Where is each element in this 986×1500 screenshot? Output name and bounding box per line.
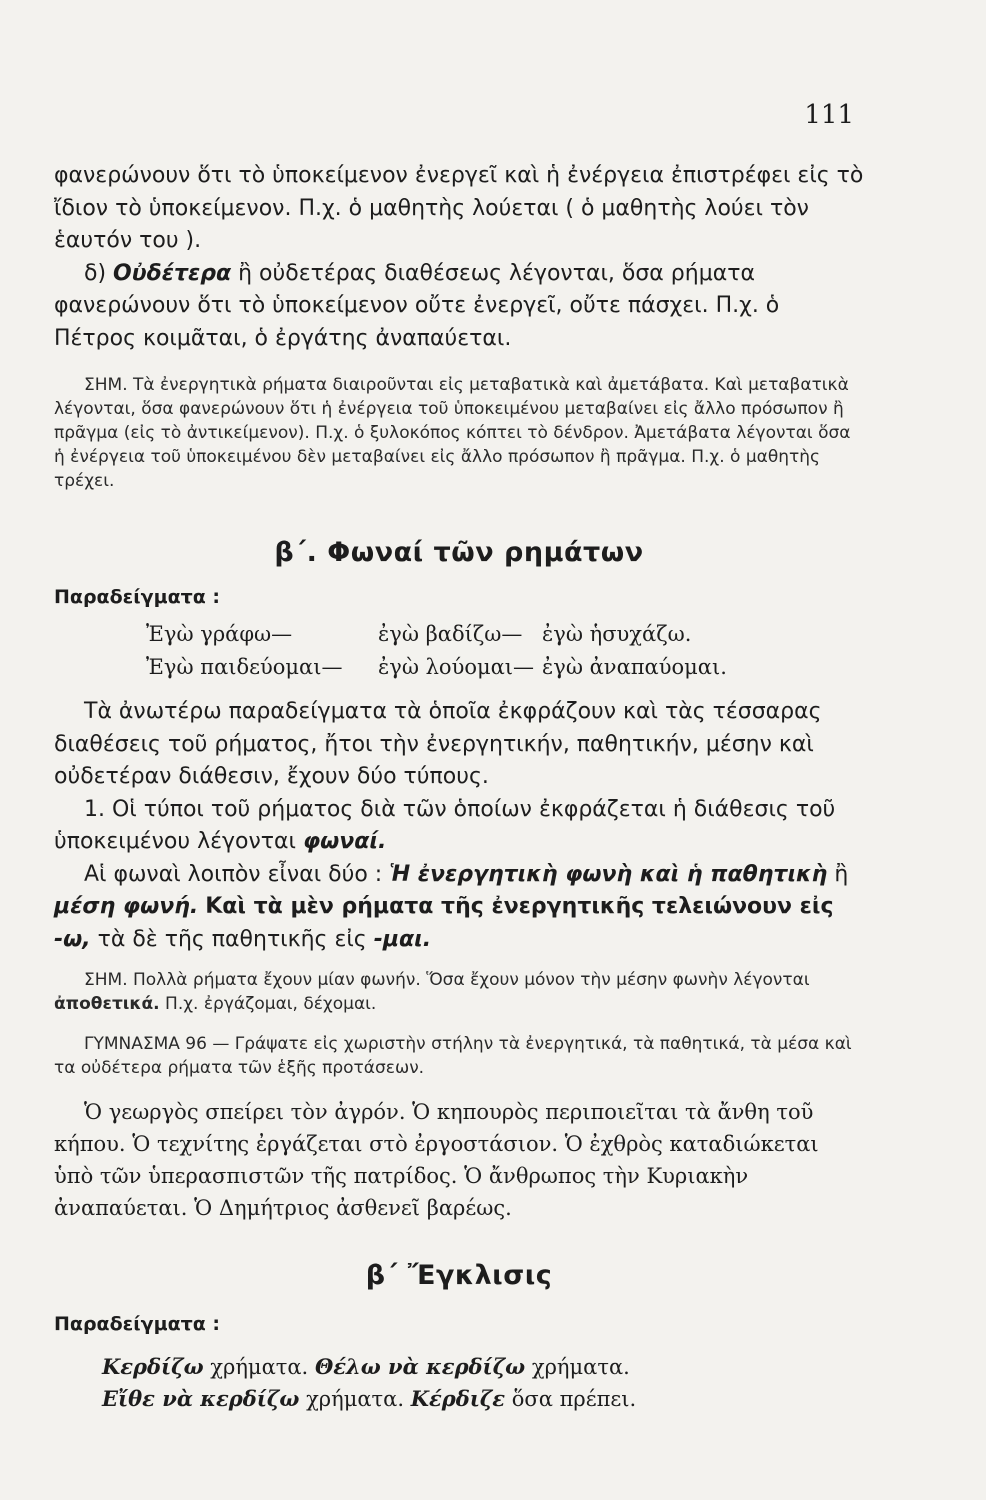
example-cell: ἐγὼ ἀναπαύομαι. (542, 655, 727, 679)
example-row (54, 651, 864, 684)
example-fragment: χρήματα. (531, 1355, 630, 1379)
example-fragment: χρήματα. (306, 1387, 405, 1411)
page-body (54, 160, 864, 1415)
note-1: ΣΗΜ. Τὰ ἐνεργητικὰ ρήματα διαιροῦνται εἰς μεταβατικὰ καὶ ἀμετάβατα. Καὶ μεταβατικὰ λέγονται, ὅσα φανερώνουν ὅτι ἡ ἐνέργεια τοῦ ὑποκειμένου μεταβαίνει εἰς ἄλλο πρόσωπον ἢ πρᾶγμα (εἰς τὸ ἀντικείμενον). Π.χ. ὁ ξυλοκόπος κόπτει τὸ δένδρον. Ἀμετάβατα λέγονται ὅσα ἡ ἐνέργεια τοῦ ὑποκειμένου δὲν μεταβαίνει εἰς ἄλλο πρόσωπον ἢ πρᾶγμα. Π.χ. ὁ μαθητὴς τρέχει. (54, 375, 851, 491)
term-apothetika: ἀποθετικά. (54, 994, 160, 1014)
example-cell: ἐγὼ ἡσυχάζω. (542, 622, 692, 646)
example-fragment: Κερδίζω (102, 1354, 204, 1379)
examples-table-1 (54, 618, 864, 684)
examples-2 (54, 1351, 864, 1415)
paragraph-2-prefix: δ) (84, 260, 107, 286)
ending-omega: -ω, (54, 926, 91, 952)
term-active-passive: Ἡ ἐνεργητικὴ φωνὴ καὶ ἡ παθητικὴ (389, 861, 828, 887)
example-fragment: χρήματα. (210, 1355, 309, 1379)
example-line-2 (102, 1383, 864, 1415)
exercise-sentences: Ὁ γεωργὸς σπείρει τὸν ἀγρόν. Ὁ κηπουρὸς περιποιεῖται τὰ ἄνθη τοῦ κήπου. Ὁ τεχνίτης ἐργάζεται στὸ ἐργοστάσιον. Ὁ ἐχθρὸς καταδιώκεται ὑπὸ τῶν ὑπερασπιστῶν τῆς πατρίδος. Ὁ ἄνθρωπος τὴν Κυριακὴν ἀναπαύεται. Ὁ Δημήτριος ἀσθενεῖ βαρέως. (54, 1100, 819, 1220)
note-2 (54, 968, 864, 1016)
examples-label-1: Παραδείγματα : (54, 586, 221, 608)
paragraph-5 (54, 859, 864, 957)
exercise-96: ΓΥΜΝΑΣΜΑ 96 — Γράψατε εἰς χωριστὴν στήλην τὰ ἐνεργητικά, τὰ παθητικά, τὰ μέσα καὶ τα οὐδέτερα ρήματα τῶν ἑξῆς προτάσεων. (54, 1034, 852, 1078)
example-fragment: Κέρδιζε (410, 1386, 506, 1411)
paragraph-5-text: Αἱ φωναὶ λοιπὸν εἶναι δύο : (84, 861, 383, 887)
note-2-text: ΣΗΜ. Πολλὰ ρήματα ἔχουν μίαν φωνήν. Ὅσα ἔχουν μόνον τὴν μέσην φωνὴν λέγονται (84, 970, 810, 990)
section-title-voices: β΄. Φωναί τῶν ρημάτων (274, 537, 644, 568)
paragraph-4 (54, 794, 864, 859)
examples-label-2: Παραδείγματα : (54, 1313, 221, 1335)
example-cell: Ἐγὼ παιδεύομαι— (146, 655, 343, 679)
example-fragment: Εἴθε νὰ κερδίζω (102, 1386, 300, 1411)
example-cell: ἐγὼ λούομαι— (378, 655, 535, 679)
paragraph-3: Τὰ ἀνωτέρω παραδείγματα τὰ ὁποῖα ἐκφράζουν καὶ τὰς τέσσαρας διαθέσεις τοῦ ρήματος, ἤτοι τὴν ἐνεργητικήν, παθητικήν, μέσην καὶ οὐδετέραν διάθεσιν, ἔχουν δύο τύπους. (54, 699, 822, 789)
paragraph-1: φανερώνουν ὅτι τὸ ὑποκείμενον ἐνεργεῖ καὶ ἡ ἐνέργεια ἐπιστρέφει εἰς τὸ ἴδιον τὸ ὑποκείμενον. Π.χ. ὁ μαθητὴς λούεται ( ὁ μαθητὴς λούει τὸν ἑαυτόν του ). (54, 163, 864, 253)
example-fragment: Θέλω νὰ κερδίζω (314, 1354, 526, 1379)
paragraph-5-text: Καὶ τὰ μὲν ρήματα τῆς ἐνεργητικῆς τελειώνουν εἰς (205, 894, 834, 919)
paragraph-4-text: 1. Οἱ τύποι τοῦ ρήματος διὰ τῶν ὁποίων ἐκφράζεται ἡ διάθεσις τοῦ ὑποκειμένου λέγονται (54, 796, 836, 854)
section-title-mood: β΄ Ἔγκλισις (365, 1260, 553, 1291)
example-cell: ἐγὼ βαδίζω— (378, 622, 523, 646)
term-middle-voice: μέση φωνή. (54, 894, 199, 919)
note-2-text: Π.χ. ἐργάζομαι, δέχομαι. (165, 994, 377, 1014)
paragraph-2 (54, 258, 864, 356)
ending-mai: -μαι. (373, 926, 432, 952)
example-fragment: ὅσα πρέπει. (511, 1387, 637, 1411)
paragraph-2-text: ἢ οὐδετέρας διαθέσεως λέγονται, ὅσα ρήματα φανερώνουν ὅτι τὸ ὑποκείμενον οὔτε ἐνεργεῖ, οὔτε πάσχει. Π.χ. ὁ Πέτρος κοιμᾶται, ὁ ἐργάτης ἀναπαύεται. (54, 260, 780, 351)
term-oudetera: Οὐδέτερα (113, 260, 232, 286)
example-line-1 (102, 1351, 864, 1383)
example-row (54, 618, 864, 651)
paragraph-5-text: τὰ δὲ τῆς παθητικῆς εἰς (97, 926, 367, 952)
term-fonai: φωναί. (302, 829, 387, 854)
example-cell: Ἐγὼ γράφω— (146, 622, 293, 646)
page-number: 111 (804, 100, 854, 130)
paragraph-5-text: ἢ (834, 861, 849, 887)
